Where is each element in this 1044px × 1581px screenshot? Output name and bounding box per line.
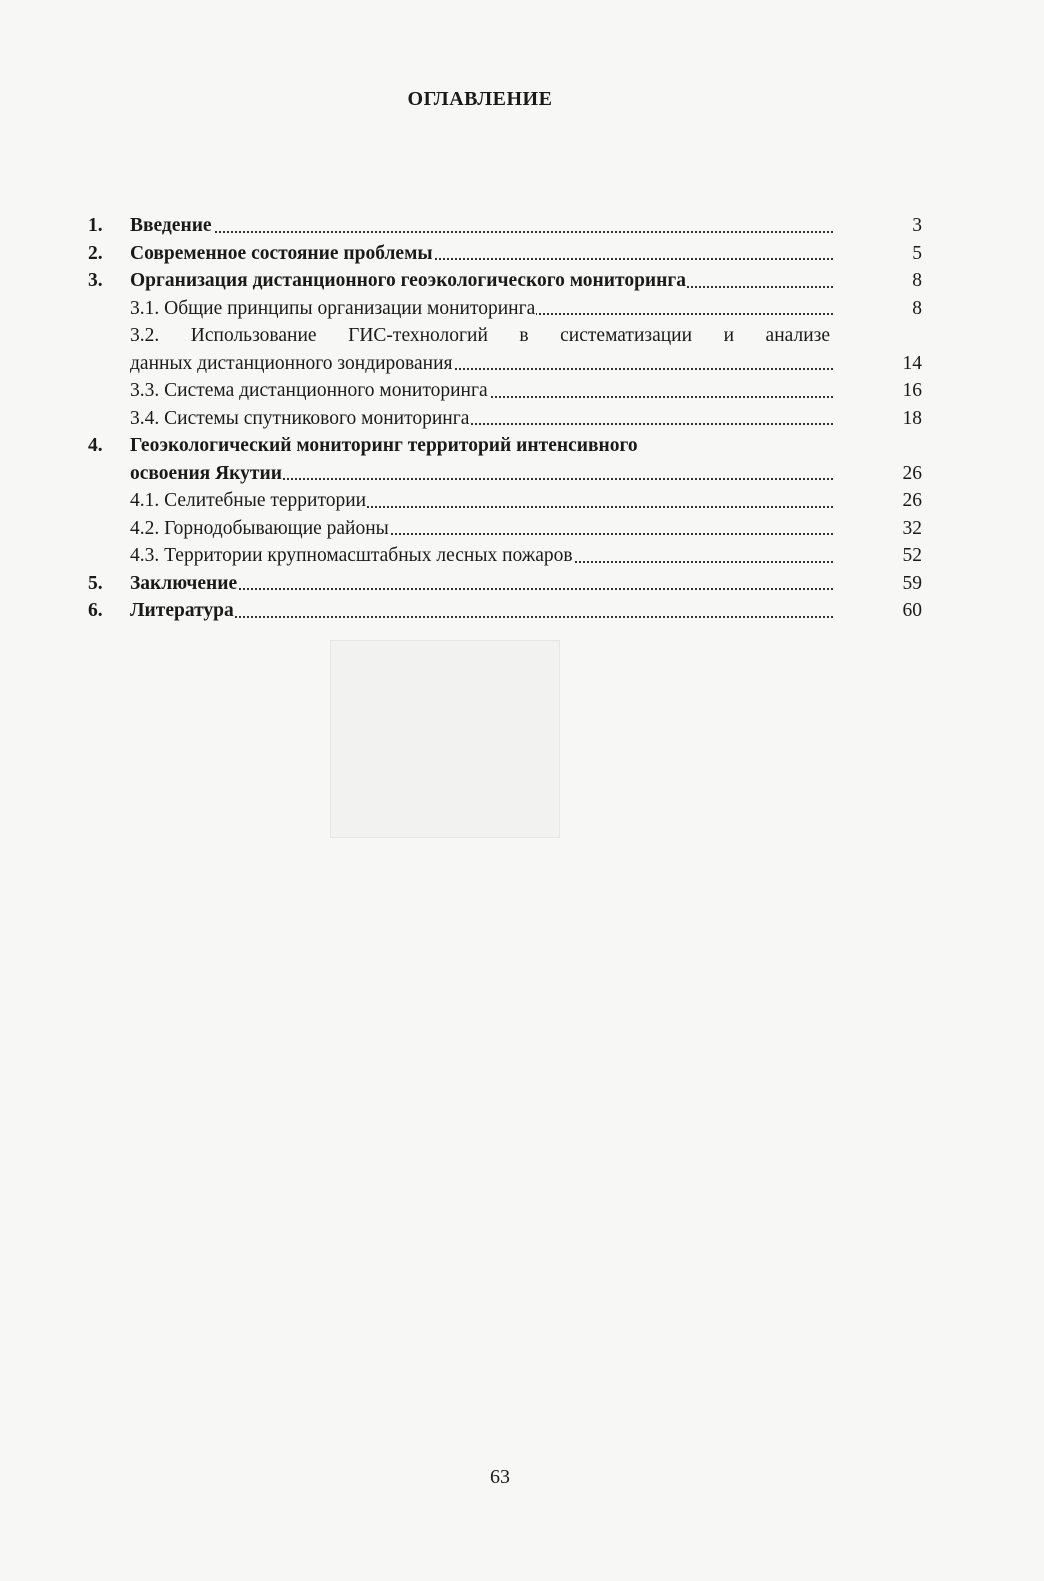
toc-entry-label: данных дистанционного зондирования xyxy=(130,352,453,374)
toc-entry-page: 32 xyxy=(902,517,922,539)
toc-entry-label: 4.1. Селитебные территории xyxy=(130,490,367,511)
toc-entry-page: 18 xyxy=(902,407,922,429)
toc-entry-4[interactable] xyxy=(88,460,938,488)
toc-entry-page: 5 xyxy=(912,242,922,264)
toc-entry-page: 26 xyxy=(902,462,922,484)
toc-entry-label: Литература xyxy=(130,600,234,621)
toc-entry-4-1[interactable] xyxy=(88,487,938,515)
toc-entry-label-line1: Геоэкологический мониторинг территорий интенсивного xyxy=(130,435,638,456)
bleed-through-image xyxy=(330,640,560,838)
toc-entry-page: 59 xyxy=(902,572,922,594)
toc-entry-3-3[interactable] xyxy=(88,377,938,405)
toc-entry-page: 16 xyxy=(902,380,922,401)
toc-entry-label: Организация дистанционного геоэкологического мониторинга xyxy=(130,270,686,291)
dot-leader xyxy=(130,231,833,233)
toc-entry-3-2-first-line[interactable] xyxy=(88,322,938,350)
toc-entry-number: 2. xyxy=(88,242,103,264)
toc-entry-label: 3.1. Общие принципы организации мониторинга xyxy=(130,297,536,319)
toc-entry-label: 3.3. Система дистанционного мониторинга xyxy=(130,380,488,401)
toc-entry-page: 52 xyxy=(902,545,922,566)
toc-entry-number: 5. xyxy=(88,572,103,594)
page-title: ОГЛАВЛЕНИЕ xyxy=(407,88,553,110)
toc-entry-label: освоения Якутии xyxy=(130,462,282,484)
toc-entry-page: 60 xyxy=(902,600,922,621)
toc-entry-label: Введение xyxy=(130,215,212,236)
toc-entry-page: 8 xyxy=(912,270,922,291)
toc-entry-page: 14 xyxy=(902,352,922,374)
toc-entry-number: 6. xyxy=(88,600,103,621)
toc-entry-label-line1: 3.2. Использование ГИС-технологий в систематизации и анализе xyxy=(130,325,830,346)
toc-entry-page: 26 xyxy=(902,490,922,511)
toc-entry-5[interactable] xyxy=(88,570,938,598)
toc-entry-label: Современное состояние проблемы xyxy=(130,242,433,264)
toc-entry-6[interactable] xyxy=(88,597,938,625)
page-number: 63 xyxy=(490,1466,510,1488)
toc-entry-number: 4. xyxy=(88,435,103,456)
toc-entry-1[interactable] xyxy=(88,212,938,240)
toc-entry-number: 1. xyxy=(88,215,103,236)
toc-entry-3-2[interactable] xyxy=(88,350,938,378)
toc-entry-label: 4.3. Территории крупномасштабных лесных пожаров xyxy=(130,545,573,566)
toc-entry-page: 8 xyxy=(912,297,922,319)
toc-entry-4-first-line[interactable] xyxy=(88,432,938,460)
toc-entry-4-3[interactable] xyxy=(88,542,938,570)
toc-entry-3[interactable] xyxy=(88,267,938,295)
toc-entry-number: 3. xyxy=(88,270,103,291)
toc-entry-4-2[interactable] xyxy=(88,515,938,543)
toc-entry-label: 4.2. Горнодобывающие районы xyxy=(130,517,389,539)
table-of-contents xyxy=(88,212,938,625)
toc-entry-3-4[interactable] xyxy=(88,405,938,433)
toc-entry-2[interactable] xyxy=(88,240,938,268)
toc-entry-page: 3 xyxy=(912,215,922,236)
dot-leader xyxy=(130,616,833,618)
toc-entry-label: 3.4. Системы спутникового мониторинга xyxy=(130,407,470,429)
toc-entry-label: Заключение xyxy=(130,572,238,594)
toc-entry-3-1[interactable] xyxy=(88,295,938,323)
